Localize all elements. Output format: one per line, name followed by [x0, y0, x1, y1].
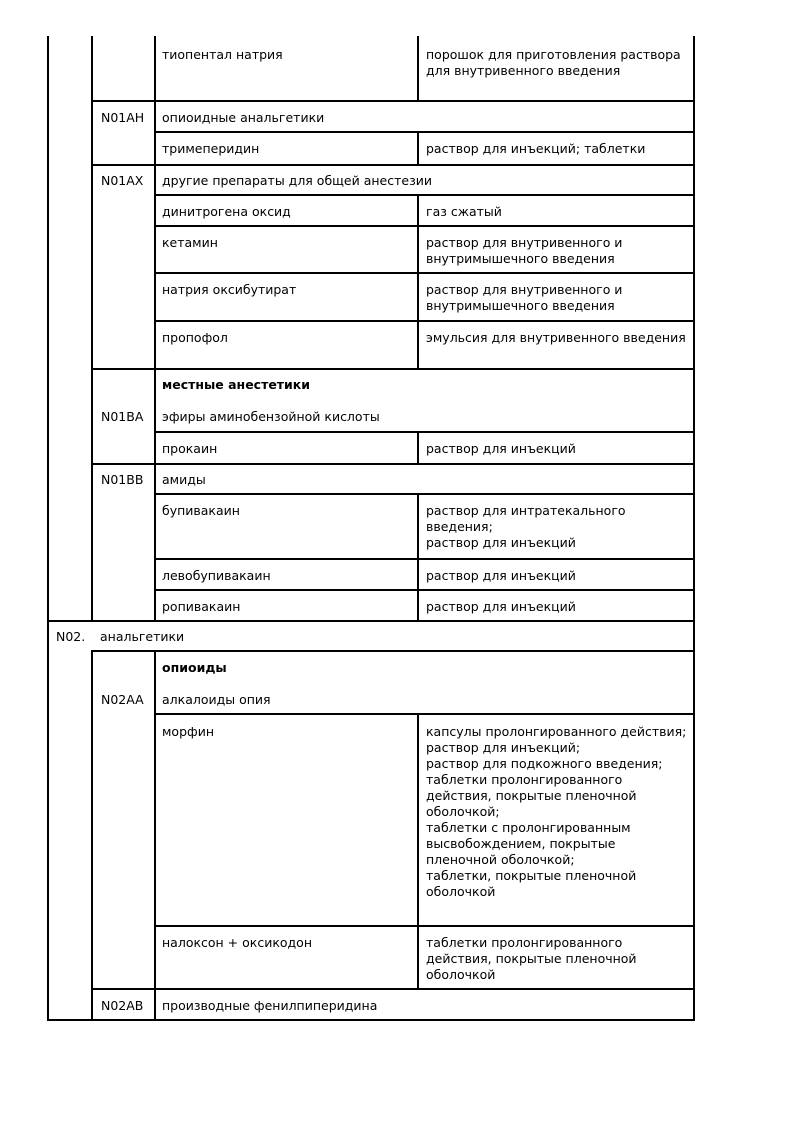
- dosage-form: капсулы пролонгированного действия; раствор для инъекций; раствор для подкожного введения; таблетки пролонгированного действия, покрытые пленочной оболочкой; таблетки с пролонгированным высвобождением, покрытые пленочной оболочкой; таблетки, покрытые пленочной оболочкой: [426, 724, 687, 899]
- drug-name: прокаин: [162, 441, 218, 456]
- drug-name: динитрогена оксид: [162, 204, 291, 219]
- row-border: [154, 493, 695, 495]
- atc-code: N02AB: [101, 998, 144, 1013]
- drug-name: ропивакаин: [162, 599, 241, 614]
- dosage-form: раствор для внутривенного и внутримышечного введения: [426, 235, 627, 266]
- dosage-form: таблетки пролонгированного действия, покрытые пленочной оболочкой: [426, 935, 641, 982]
- row-border: [91, 988, 695, 990]
- group-name: анальгетики: [100, 629, 185, 644]
- atc-code: N01AH: [101, 110, 145, 125]
- group-name: опиоидные анальгетики: [162, 110, 325, 125]
- table-col-divider-name: [154, 651, 156, 1021]
- row-border: [154, 713, 695, 715]
- row-border: [91, 164, 695, 166]
- section-heading: местные анестетики: [162, 377, 311, 392]
- table-col-divider-code: [91, 36, 93, 621]
- row-border: [91, 650, 695, 652]
- row-border: [47, 620, 695, 622]
- drug-name: натрия оксибутират: [162, 282, 297, 297]
- row-border: [154, 589, 695, 591]
- drug-name: левобупивакаин: [162, 568, 271, 583]
- drug-name: пропофол: [162, 330, 228, 345]
- table-col-divider-name: [154, 36, 156, 621]
- table-col-divider-form: [417, 195, 419, 369]
- dosage-form: порошок для приготовления раствора для внутривенного введения: [426, 47, 685, 78]
- dosage-form: раствор для интратекального введения; раствор для инъекций: [426, 503, 626, 550]
- atc-code: N02.: [56, 629, 86, 644]
- row-border: [154, 225, 695, 227]
- dosage-form: раствор для инъекций; таблетки: [426, 141, 646, 156]
- row-border: [154, 131, 695, 133]
- group-name: амиды: [162, 472, 206, 487]
- table-col-divider-form: [417, 36, 419, 101]
- table-col-divider-code: [91, 651, 93, 1021]
- row-border: [154, 558, 695, 560]
- drug-name: кетамин: [162, 235, 218, 250]
- row-border: [154, 320, 695, 322]
- dosage-form: газ сжатый: [426, 204, 502, 219]
- table-border-left: [47, 36, 49, 1021]
- table-border-bottom: [47, 1019, 695, 1021]
- table-border-right: [693, 36, 695, 1021]
- group-name: эфиры аминобензойной кислоты: [162, 409, 380, 424]
- group-name: другие препараты для общей анестезии: [162, 173, 432, 188]
- dosage-form: эмульсия для внутривенного введения: [426, 330, 686, 345]
- atc-code: N01BA: [101, 409, 144, 424]
- section-heading: опиоиды: [162, 660, 227, 675]
- row-border: [154, 194, 695, 196]
- group-name: алкалоиды опия: [162, 692, 271, 707]
- dosage-form: раствор для инъекций: [426, 441, 576, 456]
- row-border: [91, 463, 695, 465]
- dosage-form: раствор для внутривенного и внутримышечного введения: [426, 282, 627, 313]
- drug-name: тиопентал натрия: [162, 47, 283, 62]
- row-border: [91, 368, 695, 370]
- atc-code: N01BB: [101, 472, 144, 487]
- row-border: [154, 272, 695, 274]
- table-col-divider-form: [417, 714, 419, 989]
- dosage-form: раствор для инъекций: [426, 599, 576, 614]
- drug-name: морфин: [162, 724, 214, 739]
- table-col-divider-form: [417, 432, 419, 464]
- dosage-form: раствор для инъекций: [426, 568, 576, 583]
- table-col-divider-form: [417, 132, 419, 165]
- row-border: [154, 431, 695, 433]
- drug-name: тримеперидин: [162, 141, 260, 156]
- drug-name: бупивакаин: [162, 503, 240, 518]
- group-name: производные фенилпиперидина: [162, 998, 378, 1013]
- atc-code: N01AX: [101, 173, 144, 188]
- atc-code: N02AA: [101, 692, 144, 707]
- drug-name: налоксон + оксикодон: [162, 935, 312, 950]
- row-border: [154, 925, 695, 927]
- row-border: [91, 100, 695, 102]
